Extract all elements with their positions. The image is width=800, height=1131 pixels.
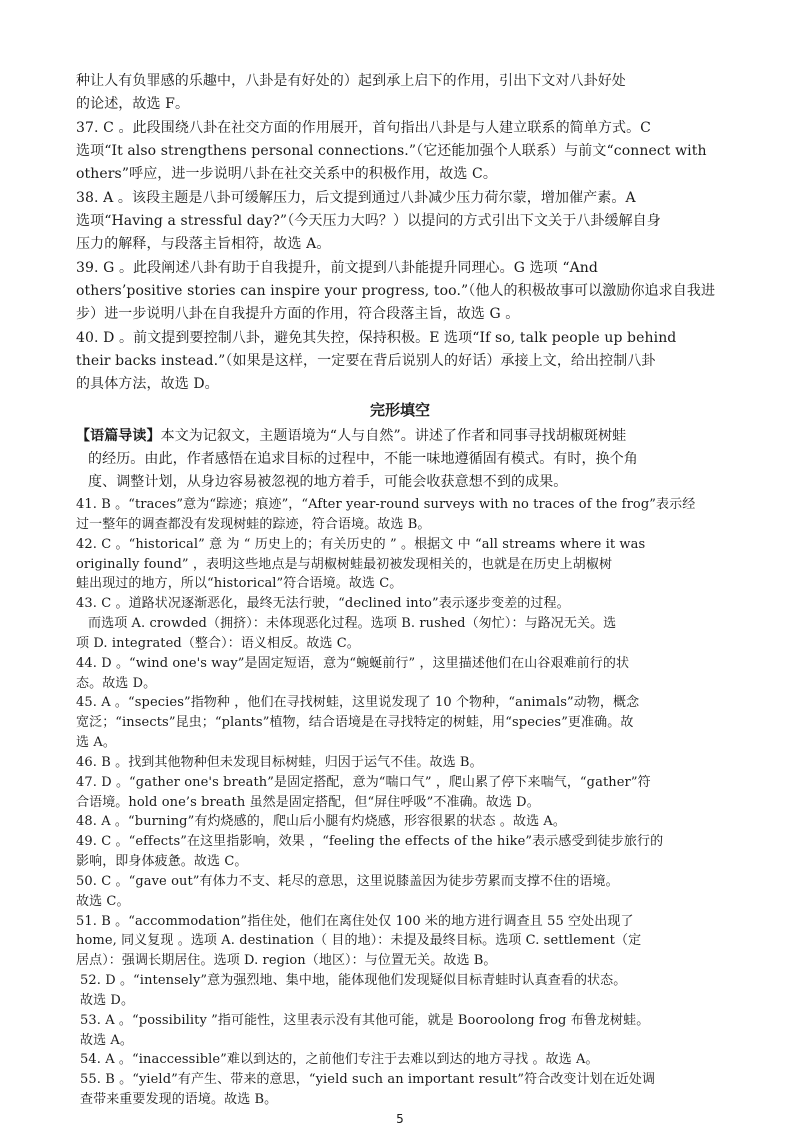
- answer-line: 43. C 。道路状况逐渐恶化，最终无法行驶，“declined into”表示逐步变差的过程。: [76, 596, 570, 612]
- answer-line: 49. C 。“effects”在这里指影响，效果 ，“feeling the effects of the hike”表示感受到徒步旅行的: [76, 834, 664, 850]
- answer-line: originally found” ，表明这些地点是与胡椒树蛙最初被发现相关的，也就是在历史上胡椒树: [76, 556, 613, 572]
- guide-line: [76, 425, 726, 447]
- guide-text: 本文为记叙文，主题语境为“人与自然”。讲述了作者和同事寻找胡椒斑树蛙: [160, 428, 627, 444]
- guide-label: 【语篇导读】: [76, 428, 161, 444]
- text-line: 37. C 。此段围绕八卦在社交方面的作用展开，首句指出八卦是与人建立联系的简单方式。C: [76, 120, 651, 136]
- answer-line: 而选项 A. crowded（拥挤）：未体现恶化过程。选项 B. rushed（匆忙）：与路况无关。选: [88, 616, 617, 631]
- text-line: 选项“Having a stressful day?”（今天压力大吗？）以提问的方式引出下文关于八卦缓解自身: [76, 213, 661, 229]
- answer-line: 过一整年的调查都没有发现树蛙的踪迹，符合语境。故选 B。: [76, 516, 431, 532]
- answer-line: 选 A。: [76, 735, 116, 750]
- text-line: 种让人有负罪感的乐趣中，八卦是有好处的）起到承上启下的作用，引出下文对八卦好处: [76, 73, 626, 89]
- answer-line: 44. D 。“wind one's way”是固定短语，意为“蜿蜒前行” ，这里描述他们在山谷艰难前行的状: [76, 655, 630, 671]
- answer-line: 蛙出现过的地方，所以“historical”符合语境。故选 C。: [76, 576, 403, 592]
- section-title: 完形填空: [369, 401, 430, 419]
- text-line: others’positive stories can inspire your progress, too.”（他人的积极故事可以激励你追求自我进: [76, 283, 716, 299]
- text-line: 40. D 。前文提到要控制八卦，避免其失控，保持积极。E 选项“If so, talk people up behind: [76, 330, 677, 346]
- answer-line: home, 同义复现 。选项 A. destination（ 目的地）：未提及最终目标。选项 C. settlement（定: [76, 933, 642, 949]
- answer-line: 项 D. integrated（整合）：语义相反。故选 C。: [76, 635, 360, 651]
- answer-line: 45. A 。“species”指物种 ，他们在寻找树蛙，这里说发现了 10 个物种，“animals”动物，概念: [76, 695, 640, 711]
- answer-line: 42. C 。“historical” 意 为 “ 历史上的；有关历史的 ” 。根据文 中 “all streams where it was: [76, 536, 646, 552]
- guide-line: 的经历。由此，作者感悟在追求目标的过程中，不能一味地遵循固有模式。有时，换个角: [88, 451, 638, 467]
- text-line: others”呼应，进一步说明八卦在社交关系中的积极作用，故选 C。: [76, 166, 497, 182]
- answer-line: 态。故选 D。: [76, 675, 157, 691]
- text-line: their backs instead.”（如果是这样，一定要在背后说别人的好话）承接上文，给出控制八卦: [76, 353, 656, 369]
- text-line: 步）进一步说明八卦在自我提升方面的作用，符合段落主旨，故选 G 。: [76, 306, 520, 322]
- answer-line: 53. A 。“possibility ”指可能性，这里表示没有其他可能，就是 Booroolong frog 布鲁龙树蛙。: [80, 1012, 650, 1028]
- text-line: 选项“It also strengthens personal connections.”（它还能加强个人联系）与前文“connect with: [76, 143, 707, 159]
- text-line: 的具体方法，故选 D。: [76, 376, 219, 392]
- answer-line: 46. B 。找到其他物种但未发现目标树蛙，归因于运气不佳。故选 B。: [76, 754, 483, 770]
- answer-line: 故选 D。: [80, 992, 135, 1008]
- answer-line: 47. D 。“gather one's breath”是固定搭配，意为“喘口气” ，爬山累了停下来喘气，“gather”符: [76, 774, 651, 790]
- answer-line: 50. C 。“gave out”有体力不支、耗尽的意思，这里说膝盖因为徒步劳累而支撑不住的语境。: [76, 873, 619, 889]
- answer-line: 54. A 。“inaccessible”难以到达的，之前他们专注于去难以到达的地方寻找 。故选 A。: [80, 1052, 599, 1068]
- answer-line: 52. D 。“intensely”意为强烈地、集中地，能体现他们发现疑似目标青蛙时认真查看的状态。: [80, 973, 627, 988]
- guide-line: 度、调整计划，从身边容易被忽视的地方着手，可能会收获意想不到的成果。: [88, 474, 568, 490]
- answer-line: 48. A 。“burning”有灼烧感的，爬山后小腿有灼烧感，形容很累的状态 。故选 A。: [76, 814, 567, 830]
- answer-line: 51. B 。“accommodation”指住处，他们在离住处仅 100 米的地方进行调查且 55 空处出现了: [76, 913, 634, 929]
- text-line: 压力的解释，与段落主旨相符，故选 A。: [76, 236, 331, 252]
- answer-line: 41. B 。“traces”意为“踪迹；痕迹”，“After year-round surveys with no traces of the frog”表示经: [76, 497, 696, 512]
- text-line: 的论述，故选 F。: [76, 96, 190, 112]
- text-line: 39. G 。此段阐述八卦有助于自我提升，前文提到八卦能提升同理心。G 选项 “And: [76, 260, 598, 276]
- answer-line: 查带来重要发现的语境。故选 B。: [80, 1092, 278, 1107]
- answer-line: 居点）：强调长期居住。选项 D. region（地区）：与位置无关。故选 B。: [76, 953, 497, 969]
- answer-line: 故选 C。: [76, 893, 130, 909]
- answer-line: 影响，即身体疲惫。故选 C。: [76, 854, 248, 869]
- answer-line: 故选 A。: [80, 1032, 134, 1048]
- answer-line: 合语境。hold one’s breath 虽然是固定搭配，但“屏住呼吸”不准确。故选 D。: [76, 794, 540, 810]
- answer-line: 宽泛；“insects”昆虫；“plants”植物，结合语境是在寻找特定的树蛙，用“species”更准确。故: [76, 715, 634, 731]
- text-line: 38. A 。该段主题是八卦可缓解压力，后文提到通过八卦减少压力荷尔蒙，增加催产素。A: [76, 190, 636, 206]
- page-number: 5: [396, 1112, 404, 1126]
- answer-line: 55. B 。“yield”有产生、带来的意思，“yield such an important result”符合改变计划在近处调: [80, 1072, 656, 1088]
